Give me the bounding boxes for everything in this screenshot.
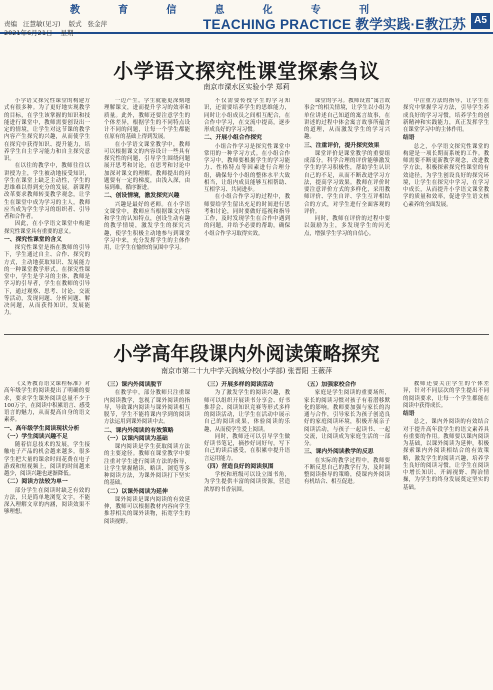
body-paragraph: 在教学中，部分教师只注重课内阅读教学，忽视了课外阅读的指导，导致课内阅读与课外阅读相互脱节，学生不能将课内学到的阅读方法运用到课外阅读中去。 <box>104 390 190 426</box>
body-paragraph: 总之，课内外阅读的有效结合对于提升高年段学生的语文素养具有重要的作用。教师要以课内阅读为基础，以课外阅读为延伸，积极探索课内外阅读相结合的有效策略，激发学生的阅读兴趣，培养学生良好的阅读习惯，让学生在阅读中增长知识、开阔视野、陶冶情操，为学生的终身发展奠定坚实的基础。 <box>403 419 489 491</box>
body-paragraph: 为了激发学生的阅读兴趣，教师可以组织开展读书分享会、好书推荐会、阅读知识竞赛等形式多样的阅读活动，让学生在活动中展示自己的阅读成果，体验阅读的乐趣，从而使学生爱上阅读。 <box>204 390 290 433</box>
body-paragraph: 同时，教师还可以引导学生做好读书笔记，摘抄好词好句，写下自己的读后感受，在积累中提升语言运用能力。 <box>204 433 290 462</box>
section-heading: 一、高年级学生阅读现状分析 <box>4 425 80 432</box>
article-1-author: 南京市溧水区实验小学 郑莉 <box>203 83 290 91</box>
body-paragraph: 在小组合作学习的过程中，教师要给学生留出充足的时间进行思考和讨论，同时要做好巡视和指导工作，及时发现学生在合作中遇到的问题，并给予必要的帮助，确保小组合作学习取得实效。 <box>204 194 290 237</box>
section-heading: （一）学生阅读兴趣不足 <box>4 433 68 440</box>
body-paragraph: 在实际的教学过程中，教师要不断反思自己的教学行为，及时调整阅读指导的策略，使课内外阅读有机结合、相互促进。 <box>304 457 390 486</box>
body-paragraph: 随着信息技术的发展，学生接触电子产品的机会越来越多，很多学生把大量的课余时间花费在电子游戏和短视频上，阅读的时间越来越少，阅读兴趣也逐渐降低。 <box>4 442 90 477</box>
page-header <box>0 0 493 37</box>
article-1-column <box>104 98 190 330</box>
body-paragraph: 小学语文探究性课堂的构建方式有很多种。为了更好地实现教学的目标，在学生该掌握的知识和技能进行课堂中，教师需要创设出一定的情境，让学生对这节课的教学内容产生探究的兴趣，从而使学生在探究中获得知识、提升能力，培养学生自主学习能力和自主探究意识。 <box>4 98 90 162</box>
article-1-title: 小学语文探究性课堂探索刍议 <box>113 59 380 83</box>
article-2-column <box>104 381 190 686</box>
article-2-column <box>304 381 390 686</box>
article-2-column <box>403 381 489 686</box>
article-2-title: 小学高年段课内外阅读策略探究 <box>113 343 380 365</box>
section-heading: （五）加强家校合作 <box>304 382 357 388</box>
body-paragraph: 在以往的教学中，教师往往以讲授为主，学生被动地接受知识，学生在课堂上缺乏主动性，学生的思维难以得到充分的发展。新课程改革要求教师转变教学观念，让学生在课堂中成为学习的主人，教师应当成为学生学习的组织者、引导者和合作者。 <box>4 163 90 220</box>
banner-char: 信 <box>166 5 178 16</box>
section-heading: 三、注重评价，提升探究效果 <box>304 142 380 149</box>
banner-char: 育 <box>118 5 130 16</box>
section-heading: 一、探究性课堂的含义 <box>4 236 62 243</box>
publication-name: TEACHING PRACTICE 教学实践·E教江苏 <box>203 17 467 32</box>
issue-meta <box>4 19 113 37</box>
body-paragraph: 在小学语文课堂教学中，教师可以根据课文的内容设计一些具有探究性的问题，引导学生围绕问题展开思考和讨论，在思考和讨论中加深对课文的理解。教师提出的问题要有一定的梯度，由浅入深，由易到难，循序渐进。 <box>104 141 190 191</box>
banner-char: 息 <box>214 5 226 16</box>
section-heading: 二、开展小组合作探究 <box>204 135 262 142</box>
body-paragraph: 课堂评价是课堂教学的重要组成部分。科学合理的评价能够激发学生的学习积极性，帮助学生认识自己的不足，从而不断改进学习方法，提高学习效果。教师在评价时要注意评价方式的多样化，采用教师评价、学生自评、学生互评相结合的方式，对学生进行全面客观的评价。 <box>304 150 390 215</box>
body-paragraph: 总之，小学语文探究性课堂的构建是一项长期而系统的工作。教师需要不断更新教学观念，改进教学方法，积极探索探究性课堂的有效途径，为学生创设良好的探究环境，让学生在探究中学习，在学习中成长，从而提升小学语文课堂教学的质量和效率，促进学生语文核心素养的全面发展。 <box>403 143 489 208</box>
banner-char: 教 <box>70 5 81 16</box>
section-heading: （一）以课内阅读为基础 <box>104 435 168 442</box>
section-heading: （二）阅读方法较为单一 <box>4 479 68 486</box>
body-paragraph: 课外阅读是课内阅读的有效延伸，教师可以根据教材内容向学生推荐相关的课外读物，拓宽学生的阅读视野。 <box>104 496 190 525</box>
article-1-column <box>304 98 390 330</box>
body-paragraph: 课内阅读是学生获取阅读方法的主要途径。教师在课堂教学中要注重对学生进行阅读方法的指导，让学生掌握精读、略读、浏览等多种阅读方法，为课外阅读打下坚实的基础。 <box>104 444 190 487</box>
body-paragraph: 部分学生在阅读时缺乏有效的方法，只是简单地浏览文字，不能深入理解文章的内涵，阅读效果不够理想。 <box>4 487 90 516</box>
article-1-column <box>4 98 90 330</box>
article-2-column <box>4 381 90 686</box>
section-heading: （三）课内外阅读脱节 <box>104 382 162 388</box>
designer-name: 张金萍 <box>87 20 108 28</box>
page-number: A5 <box>471 13 490 29</box>
banner-char: 化 <box>262 5 274 16</box>
section-heading: （三）开展多样的阅读活动 <box>204 382 274 388</box>
section-heading: 三、课内外阅读教学的反思 <box>304 449 374 456</box>
article-divider <box>4 334 489 335</box>
body-paragraph: 一边产生，学生就能更深刻地理解课文，进而提升学习的效率和质量。此外，教师还要注意学生的个体差异，根据学生的不同特点设计不同的问题，让每一个学生都能在原有的基础上得到发展。 <box>104 98 190 141</box>
section-heading: 二、创设情境，激发探究兴趣 <box>104 193 180 200</box>
section-heading: 二、课内外阅读的有效策略 <box>104 427 174 434</box>
section-heading: 结语 <box>403 135 415 142</box>
body-paragraph: 课堂的学习。教师设置“寓言故事会”的相关情境，让学生以小组为单位讲述自己知道的寓言故事，在讲述的过程中体会寓言故事所蕴含的道理，从而激发学生的学习兴趣。 <box>304 98 390 141</box>
banner-char: 专 <box>310 5 322 16</box>
body-paragraph: 不仅需要传授学生的学习知识，还需要培养学生的思维能力，同时让小组成员之间相互配合，在合作中学习，在交流中提高，逐步形成良好的学习习惯。 <box>204 98 290 133</box>
body-paragraph: 小组合作学习是探究性课堂中常用的一种学习方式。在小组合作学习中，教师要根据学生的学习能力、性格特点等因素进行合理分组，确保每个小组的整体水平大致相当，让组内成员能够互相帮助、互相学习、共同进步。 <box>204 143 290 193</box>
editor-name: 汪慧敏(见习) <box>23 20 61 28</box>
article-1-column <box>403 98 489 330</box>
article-2-column <box>204 381 290 686</box>
editor-label: 责编 <box>4 20 17 28</box>
body-paragraph: 学校和班级可以设立图书角，为学生提供丰富的阅读资源，营造浓厚的书香氛围。 <box>204 472 290 493</box>
body-paragraph: 因此，在小学语文课堂中构建探究性课堂具有重要的意义。 <box>4 221 90 235</box>
body-paragraph: 教师还要关注学生的个体差异，针对不同层次的学生提出不同的阅读要求，让每一个学生都能在阅读中获得成长。 <box>403 381 489 409</box>
body-paragraph: 中注重方法的指导，让学生在探究中掌握学习方法，引导学生养成良好的学习习惯，培养学生的创新精神和实践能力，真正发挥学生在课堂学习中的主体作用。 <box>403 98 489 133</box>
body-paragraph: 同时，教师在评价的过程中要以鼓励为主，多发现学生的闪光点，增强学生学习的自信心。 <box>304 216 390 237</box>
design-label: 版式 <box>68 20 82 28</box>
issue-date: 2021年6月21日 <box>4 29 53 37</box>
article-2-author: 南京市第二十九中学天润城分校(小学部) 张晋阳 王薇萍 <box>161 367 332 375</box>
body-paragraph: 探究性课堂是指在教师的引导下，学生通过自主、合作、探究的方式，主动地获取知识、发展能力的一种课堂教学形式。在探究性课堂中，学生是学习的主体，教师是学习的引导者，学生在教师的引导下，通过观察、思考、讨论、交流等活动，发现问题、分析问题、解决问题，从而获得知识，发展能力。 <box>4 245 90 317</box>
section-heading: （二）以课外阅读为延伸 <box>104 488 168 495</box>
article-1-column <box>204 98 290 330</box>
body-paragraph: 家庭是学生阅读的重要场所，家长的阅读习惯对孩子有着潜移默化的影响。教师要加强与家长的沟通与合作，引导家长为孩子创造良好的家庭阅读环境，积极开展亲子阅读活动，与孩子一起读书、一起交流，让阅读成为家庭生活的一部分。 <box>304 390 390 447</box>
body-paragraph: 《义务教育语文课程标准》对高年级学生的阅读提出了明确的要求，要求学生课外阅读总量不少于100万字，在阅读中积累语言、感受语言的魅力，从而提高自身的语文素养。 <box>4 381 90 424</box>
body-paragraph: 兴趣是最好的老师。在小学语文课堂中，教师应当根据课文内容和学生的认知特点，创设生动有趣的教学情境，激发学生的探究兴趣，使学生积极主动地参与到课堂学习中来，充分发挥学生的主体作用，让学生在愉快的氛围中学习。 <box>104 201 190 251</box>
issue-weekday: 星期一 <box>60 29 81 37</box>
banner-char: 刊 <box>358 5 370 16</box>
section-heading: （四）营造良好的阅读氛围 <box>204 463 274 470</box>
section-heading: 结语 <box>403 411 415 417</box>
